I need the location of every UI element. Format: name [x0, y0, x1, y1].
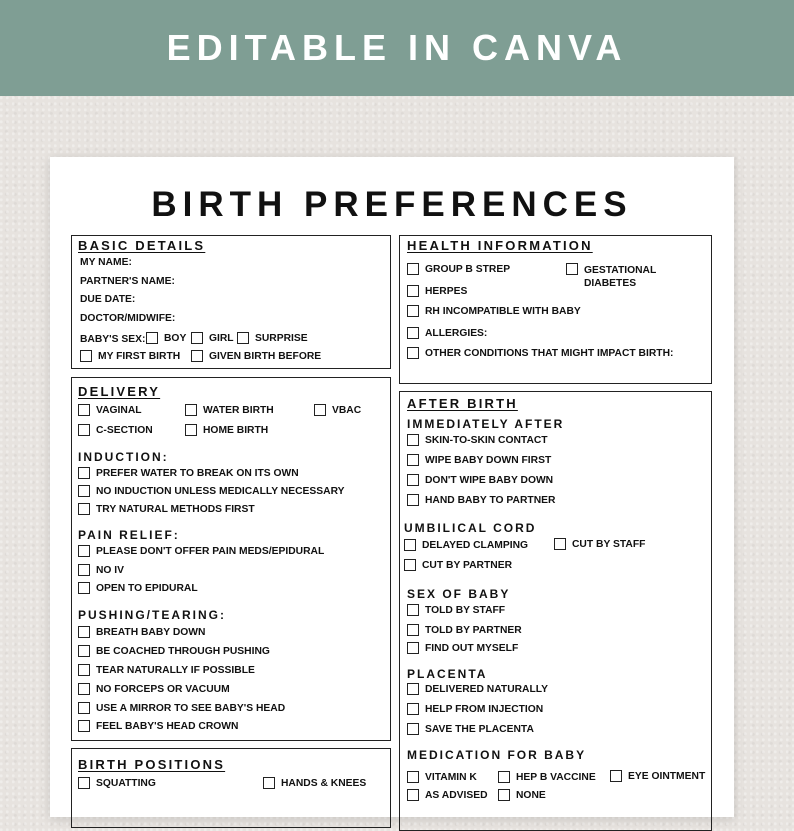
option-label: SKIN-TO-SKIN CONTACT — [425, 435, 548, 446]
option-label: SQUATTING — [96, 778, 156, 789]
option-label: TEAR NATURALLY IF POSSIBLE — [96, 665, 255, 676]
option-label: BE COACHED THROUGH PUSHING — [96, 646, 270, 657]
checkbox-none[interactable] — [498, 790, 546, 802]
checkbox-box[interactable] — [78, 582, 90, 594]
checkbox-induction-2[interactable] — [78, 486, 345, 498]
checkbox-box[interactable] — [554, 538, 566, 550]
option-label: HEP B VACCINE — [516, 772, 596, 783]
babys-sex-label: BABY'S SEX: — [80, 334, 146, 345]
option-label: VITAMIN K — [425, 772, 477, 783]
checkbox-box[interactable] — [404, 539, 416, 551]
checkbox-told-by-staff[interactable] — [407, 605, 505, 617]
immediately-after-title: IMMEDIATELY AFTER — [407, 417, 565, 431]
checkbox-box[interactable] — [407, 285, 419, 297]
pain-relief-title: PAIN RELIEF: — [78, 528, 180, 542]
option-label: HAND BABY TO PARTNER — [425, 495, 556, 506]
option-label: WIPE BABY DOWN FIRST — [425, 455, 552, 466]
health-information-title: HEALTH INFORMATION — [407, 238, 593, 253]
checkbox-given-birth-before[interactable] — [191, 351, 321, 363]
checkbox-help-from-injection[interactable] — [407, 704, 543, 716]
birth-positions-title: BIRTH POSITIONS — [78, 757, 226, 772]
placenta-title: PLACENTA — [407, 667, 488, 681]
checkbox-find-out-myself[interactable] — [407, 643, 518, 655]
option-label: SURPRISE — [255, 333, 308, 344]
option-label: NO FORCEPS OR VACUUM — [96, 684, 230, 695]
checkbox-box[interactable] — [78, 545, 90, 557]
option-label: PLEASE DON'T OFFER PAIN MEDS/EPIDURAL — [96, 546, 325, 557]
option-label: ALLERGIES: — [425, 328, 488, 339]
option-label: CUT BY STAFF — [572, 539, 646, 550]
checkbox-box[interactable] — [404, 559, 416, 571]
option-label: NO INDUCTION UNLESS MEDICALLY NECESSARY — [96, 486, 345, 497]
checkbox-box[interactable] — [407, 789, 419, 801]
option-label: FEEL BABY'S HEAD CROWN — [96, 721, 239, 732]
checkbox-box[interactable] — [80, 350, 92, 362]
document-title: BIRTH PREFERENCES — [151, 185, 633, 224]
checkbox-eye-ointment[interactable] — [610, 771, 705, 783]
checkbox-hand-baby-to-partner[interactable] — [407, 495, 555, 507]
checkbox-pushing-3[interactable] — [78, 665, 255, 677]
option-label: HOME BIRTH — [203, 425, 269, 436]
checkbox-box[interactable] — [78, 564, 90, 576]
checkbox-pushing-5[interactable] — [78, 703, 285, 715]
checkbox-girl[interactable] — [191, 333, 234, 345]
checkbox-box[interactable] — [407, 494, 419, 506]
option-label: EYE OINTMENT — [628, 771, 706, 782]
checkbox-box[interactable] — [191, 350, 203, 362]
checkbox-box[interactable] — [407, 703, 419, 715]
checkbox-squatting[interactable] — [78, 778, 156, 790]
option-label: USE A MIRROR TO SEE BABY'S HEAD — [96, 703, 286, 714]
option-label: GIRL — [209, 333, 234, 344]
checkbox-pushing-4[interactable] — [78, 684, 230, 696]
checkbox-box[interactable] — [146, 332, 158, 344]
checkbox-pushing-2[interactable] — [78, 646, 270, 658]
checkbox-pushing-6[interactable] — [78, 721, 238, 733]
option-label: DON'T WIPE BABY DOWN — [425, 475, 554, 486]
checkbox-box[interactable] — [78, 645, 90, 657]
checkbox-allergies[interactable] — [407, 328, 487, 340]
checkbox-delivered-naturally[interactable] — [407, 684, 548, 696]
checkbox-box[interactable] — [407, 624, 419, 636]
option-label: FIND OUT MYSELF — [425, 643, 519, 654]
checkbox-box[interactable] — [78, 702, 90, 714]
field-due-date[interactable]: DUE DATE: — [80, 294, 136, 305]
checkbox-box[interactable] — [407, 474, 419, 486]
document-sheet — [50, 157, 734, 817]
checkbox-boy[interactable] — [146, 333, 186, 345]
checkbox-box[interactable] — [78, 467, 90, 479]
checkbox-box[interactable] — [407, 771, 419, 783]
checkbox-group-b-strep[interactable] — [407, 264, 510, 276]
checkbox-herpes[interactable] — [407, 286, 467, 298]
checkbox-dont-wipe-baby-down[interactable] — [407, 475, 553, 487]
checkbox-pain-relief-1[interactable] — [78, 546, 324, 558]
checkbox-box[interactable] — [185, 424, 197, 436]
checkbox-as-advised[interactable] — [407, 790, 488, 802]
option-label: WATER BIRTH — [203, 405, 274, 416]
option-label: TOLD BY PARTNER — [425, 625, 522, 636]
checkbox-box[interactable] — [566, 263, 578, 275]
checkbox-box[interactable] — [191, 332, 203, 344]
field-partner-name[interactable]: PARTNER'S NAME: — [80, 276, 175, 287]
checkbox-vaginal[interactable] — [78, 405, 142, 417]
checkbox-box[interactable] — [263, 777, 275, 789]
checkbox-save-the-placenta[interactable] — [407, 724, 534, 736]
checkbox-box[interactable] — [78, 404, 90, 416]
checkbox-box[interactable] — [78, 626, 90, 638]
medication-title: MEDICATION FOR BABY — [407, 748, 587, 762]
checkbox-box[interactable] — [78, 777, 90, 789]
option-label: NONE — [516, 790, 546, 801]
option-label: DELIVERED NATURALLY — [425, 684, 548, 695]
option-label: AS ADVISED — [425, 790, 488, 801]
option-label: RH INCOMPATIBLE WITH BABY — [425, 306, 581, 317]
checkbox-box[interactable] — [78, 485, 90, 497]
checkbox-vitamin-k[interactable] — [407, 772, 477, 784]
option-label: HERPES — [425, 286, 468, 297]
checkbox-told-by-partner[interactable] — [407, 625, 522, 637]
option-label: OTHER CONDITIONS THAT MIGHT IMPACT BIRTH: — [425, 348, 674, 359]
checkbox-box[interactable] — [78, 664, 90, 676]
option-label: OPEN TO EPIDURAL — [96, 583, 198, 594]
checkbox-other-conditions[interactable] — [407, 348, 673, 360]
checkbox-skin-to-skin[interactable] — [407, 435, 548, 447]
option-label: MY FIRST BIRTH — [98, 351, 181, 362]
checkbox-box[interactable] — [407, 683, 419, 695]
checkbox-box[interactable] — [78, 720, 90, 732]
option-label: NO IV — [96, 565, 125, 576]
editable-banner — [0, 0, 794, 96]
checkbox-cut-by-partner[interactable] — [404, 560, 512, 572]
option-label: TOLD BY STAFF — [425, 605, 506, 616]
checkbox-box[interactable] — [407, 327, 419, 339]
checkbox-first-birth[interactable] — [80, 351, 180, 363]
checkbox-box[interactable] — [610, 770, 622, 782]
option-label: PREFER WATER TO BREAK ON ITS OWN — [96, 468, 299, 479]
checkbox-box[interactable] — [407, 434, 419, 446]
checkbox-box[interactable] — [237, 332, 249, 344]
checkbox-box[interactable] — [314, 404, 326, 416]
option-label: VBAC — [332, 405, 362, 416]
checkbox-pushing-1[interactable] — [78, 627, 205, 639]
option-label: VAGINAL — [96, 405, 142, 416]
checkbox-hep-b-vaccine[interactable] — [498, 772, 596, 784]
option-label: CUT BY PARTNER — [422, 560, 513, 571]
checkbox-cut-by-staff[interactable] — [554, 539, 645, 551]
checkbox-box[interactable] — [78, 424, 90, 436]
checkbox-box[interactable] — [407, 604, 419, 616]
checkbox-pain-relief-3[interactable] — [78, 583, 198, 595]
checkbox-wipe-baby-down-first[interactable] — [407, 455, 551, 467]
option-label: HELP FROM INJECTION — [425, 704, 544, 715]
checkbox-vbac[interactable] — [314, 405, 361, 417]
checkbox-box[interactable] — [407, 305, 419, 317]
checkbox-box[interactable] — [498, 789, 510, 801]
sex-of-baby-title: SEX OF BABY — [407, 587, 511, 601]
umbilical-cord-title: UMBILICAL CORD — [404, 521, 537, 535]
option-label: GESTATIONAL DIABETES — [584, 265, 657, 289]
pushing-tearing-title: PUSHING/TEARING: — [78, 608, 227, 622]
checkbox-box[interactable] — [407, 263, 419, 275]
checkbox-surprise[interactable] — [237, 333, 308, 345]
checkbox-c-section[interactable] — [78, 425, 153, 437]
after-birth-title: AFTER BIRTH — [407, 396, 518, 411]
option-label: HANDS & KNEES — [281, 778, 367, 789]
field-doctor-midwife[interactable]: DOCTOR/MIDWIFE: — [80, 313, 176, 324]
checkbox-box[interactable] — [407, 454, 419, 466]
induction-title: INDUCTION: — [78, 450, 169, 464]
checkbox-home-birth[interactable] — [185, 425, 268, 437]
checkbox-water-birth[interactable] — [185, 405, 274, 417]
option-label: SAVE THE PLACENTA — [425, 724, 534, 735]
option-label: BOY — [164, 333, 187, 344]
checkbox-box[interactable] — [185, 404, 197, 416]
checkbox-box[interactable] — [407, 642, 419, 654]
basic-details-title: BASIC DETAILS — [78, 238, 206, 253]
checkbox-box[interactable] — [407, 347, 419, 359]
checkbox-rh-incompatible[interactable] — [407, 306, 581, 318]
checkbox-induction-1[interactable] — [78, 468, 299, 480]
option-label: GROUP B STREP — [425, 264, 511, 275]
option-label: C-SECTION — [96, 425, 153, 436]
option-label: DELAYED CLAMPING — [422, 540, 529, 551]
field-my-name[interactable]: MY NAME: — [80, 257, 132, 268]
checkbox-hands-knees[interactable] — [263, 778, 366, 790]
checkbox-induction-3[interactable] — [78, 504, 255, 516]
checkbox-box[interactable] — [78, 683, 90, 695]
checkbox-box[interactable] — [498, 771, 510, 783]
option-label: GIVEN BIRTH BEFORE — [209, 351, 322, 362]
banner-text: EDITABLE IN CANVA — [166, 27, 628, 68]
checkbox-delayed-clamping[interactable] — [404, 540, 528, 552]
delivery-title: DELIVERY — [78, 384, 161, 399]
option-label: TRY NATURAL METHODS FIRST — [96, 504, 255, 515]
option-label: BREATH BABY DOWN — [96, 627, 206, 638]
checkbox-pain-relief-2[interactable] — [78, 565, 124, 577]
checkbox-box[interactable] — [407, 723, 419, 735]
checkbox-gestational-diabetes[interactable] — [566, 264, 656, 290]
checkbox-box[interactable] — [78, 503, 90, 515]
